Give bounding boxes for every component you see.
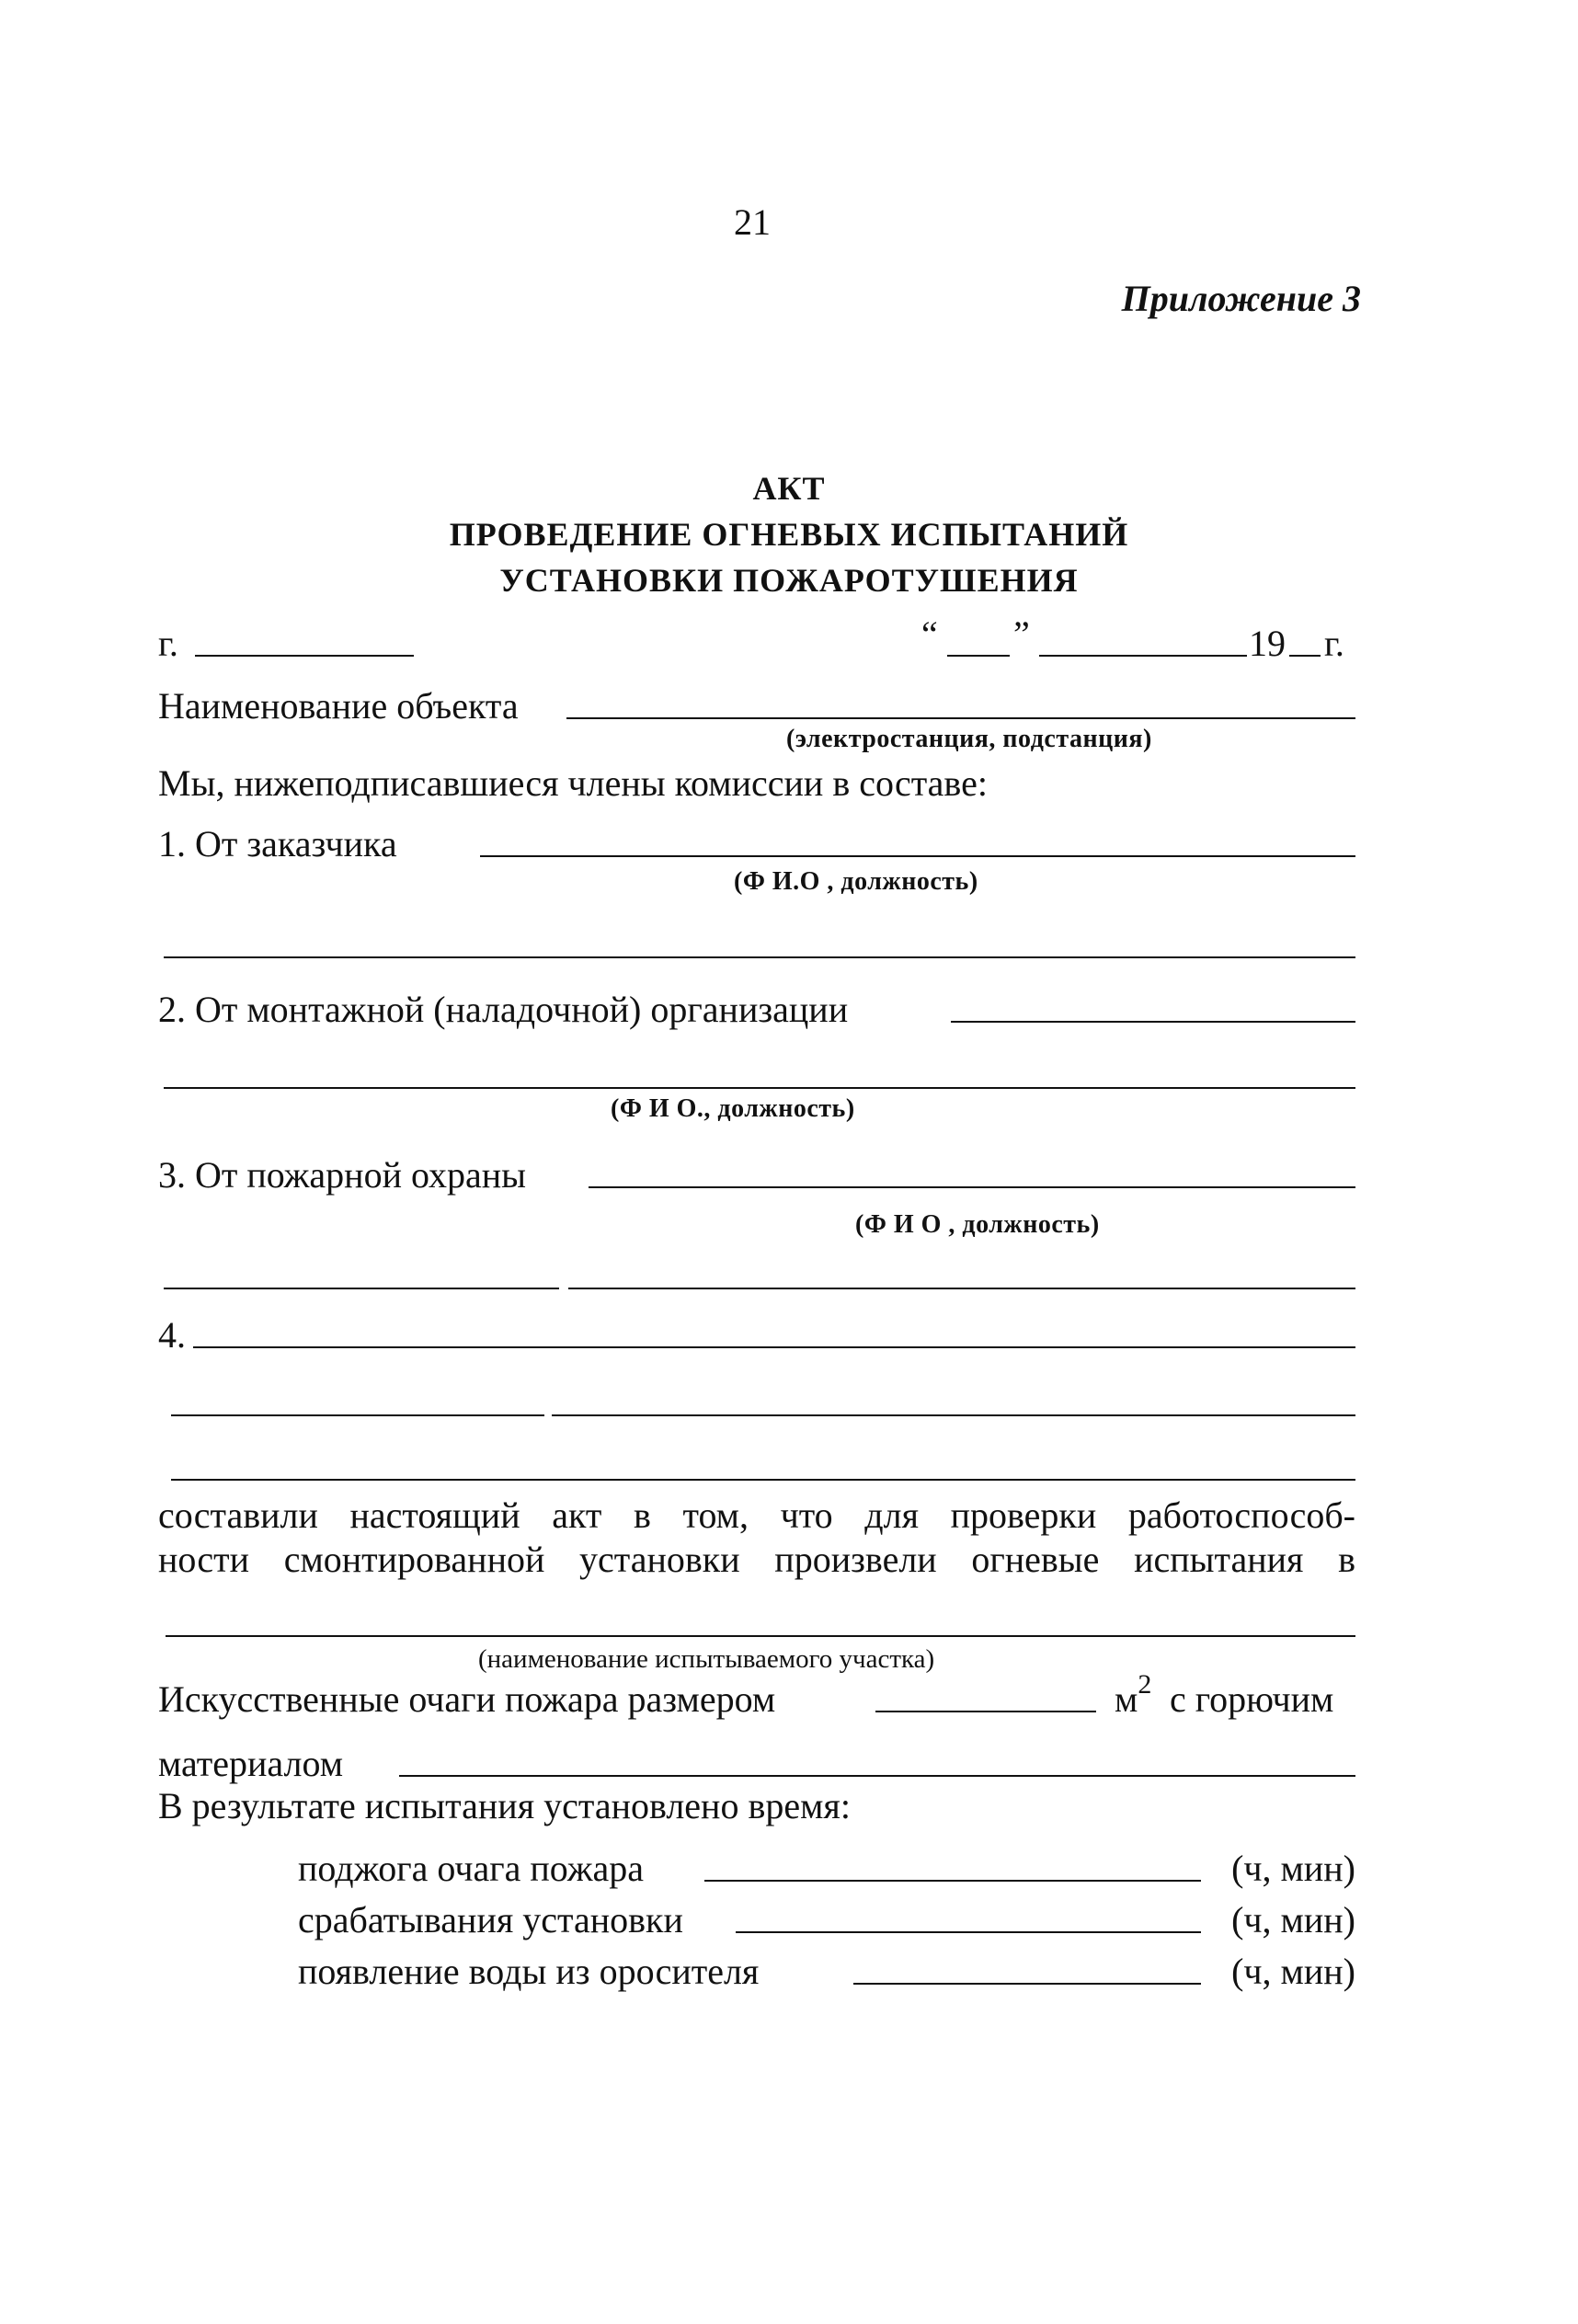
year-suffix: г. <box>1324 623 1344 664</box>
area-unit <box>1115 1669 1152 1720</box>
object-label: Наименование объекта <box>158 685 519 727</box>
fire-dept-caption: (Ф И О , должность) <box>855 1210 1100 1239</box>
result-unit-water: (ч, мин) <box>1231 1951 1355 1992</box>
installer-caption: (Ф И О., должность) <box>611 1094 855 1123</box>
results-intro: В результате испытания установлено время: <box>158 1785 851 1826</box>
area-unit-sup: 2 <box>1138 1669 1152 1700</box>
page-number: 21 <box>734 201 771 243</box>
result-unit-ignition: (ч, мин) <box>1231 1848 1355 1889</box>
fire-size-field[interactable] <box>875 1711 1096 1712</box>
act-subtitle-1: ПРОВЕДЕНИЕ ОГНЕВЫХ ИСПЫТАНИЙ <box>449 516 1129 553</box>
result-unit-activation: (ч, мин) <box>1231 1899 1355 1940</box>
fire-sources-label: Искусственные очаги пожара размером <box>158 1678 776 1720</box>
act-subtitle-2: УСТАНОВКИ ПОЖАРОТУШЕНИЯ <box>499 562 1079 599</box>
fire-dept-label: 3. От пожарной охраны <box>158 1154 527 1196</box>
year-prefix: 19 <box>1249 623 1286 664</box>
material-label: материалом <box>158 1743 344 1784</box>
commission-intro: Мы, нижеподписавшиеся члены комиссии в составе: <box>158 762 988 804</box>
object-name-field[interactable] <box>566 717 1355 719</box>
area-unit-base: м <box>1115 1678 1138 1720</box>
fire-dept-field-line-2b[interactable] <box>568 1288 1355 1289</box>
city-field[interactable] <box>195 655 414 657</box>
installer-field[interactable] <box>951 1021 1355 1023</box>
fourth-member-field-line-2b[interactable] <box>552 1414 1355 1416</box>
result-field-activation[interactable] <box>736 1931 1201 1933</box>
quote-open: “ <box>921 613 938 655</box>
result-label-activation: срабатывания установки <box>298 1899 683 1940</box>
object-caption: (электростанция, подстанция) <box>786 725 1152 753</box>
fourth-member-field-line-2a[interactable] <box>171 1414 544 1416</box>
result-field-ignition[interactable] <box>704 1880 1201 1882</box>
quote-close: ” <box>1013 613 1030 655</box>
result-label-ignition: поджога очага пожара <box>298 1848 644 1889</box>
city-prefix: г. <box>158 623 178 664</box>
customer-field[interactable] <box>480 855 1355 857</box>
statement-line-1: составили настоящий акт в том, что для проверки работоспособ- <box>158 1494 1355 1536</box>
fire-dept-field[interactable] <box>589 1186 1355 1188</box>
fire-dept-field-line-2a[interactable] <box>164 1288 559 1289</box>
act-title: АКТ <box>752 470 826 507</box>
fire-sources-suffix: с горючим <box>1170 1678 1334 1720</box>
appendix-label: Приложение 3 <box>1121 278 1361 319</box>
fourth-member-label: 4. <box>158 1314 186 1356</box>
statement-line-2: ности смонтированной установки произвели огневые испытания в <box>158 1539 1355 1580</box>
month-field[interactable] <box>1039 655 1247 657</box>
result-field-water[interactable] <box>853 1983 1201 1985</box>
year-field[interactable] <box>1289 655 1321 657</box>
fourth-member-field-line-3[interactable] <box>171 1479 1355 1481</box>
fourth-member-field[interactable] <box>193 1346 1355 1348</box>
day-field[interactable] <box>947 655 1010 657</box>
customer-field-line-2[interactable] <box>164 956 1355 958</box>
result-label-water: появление воды из оросителя <box>298 1951 760 1992</box>
test-section-field[interactable] <box>166 1635 1355 1637</box>
material-field[interactable] <box>399 1775 1355 1777</box>
installer-field-line-2[interactable] <box>164 1087 1355 1089</box>
customer-label: 1. От заказчика <box>158 823 397 864</box>
customer-caption: (Ф И.О , должность) <box>734 867 978 896</box>
test-section-caption: (наименование испытываемого участка) <box>478 1644 935 1674</box>
installer-label: 2. От монтажной (наладочной) организации <box>158 989 849 1030</box>
